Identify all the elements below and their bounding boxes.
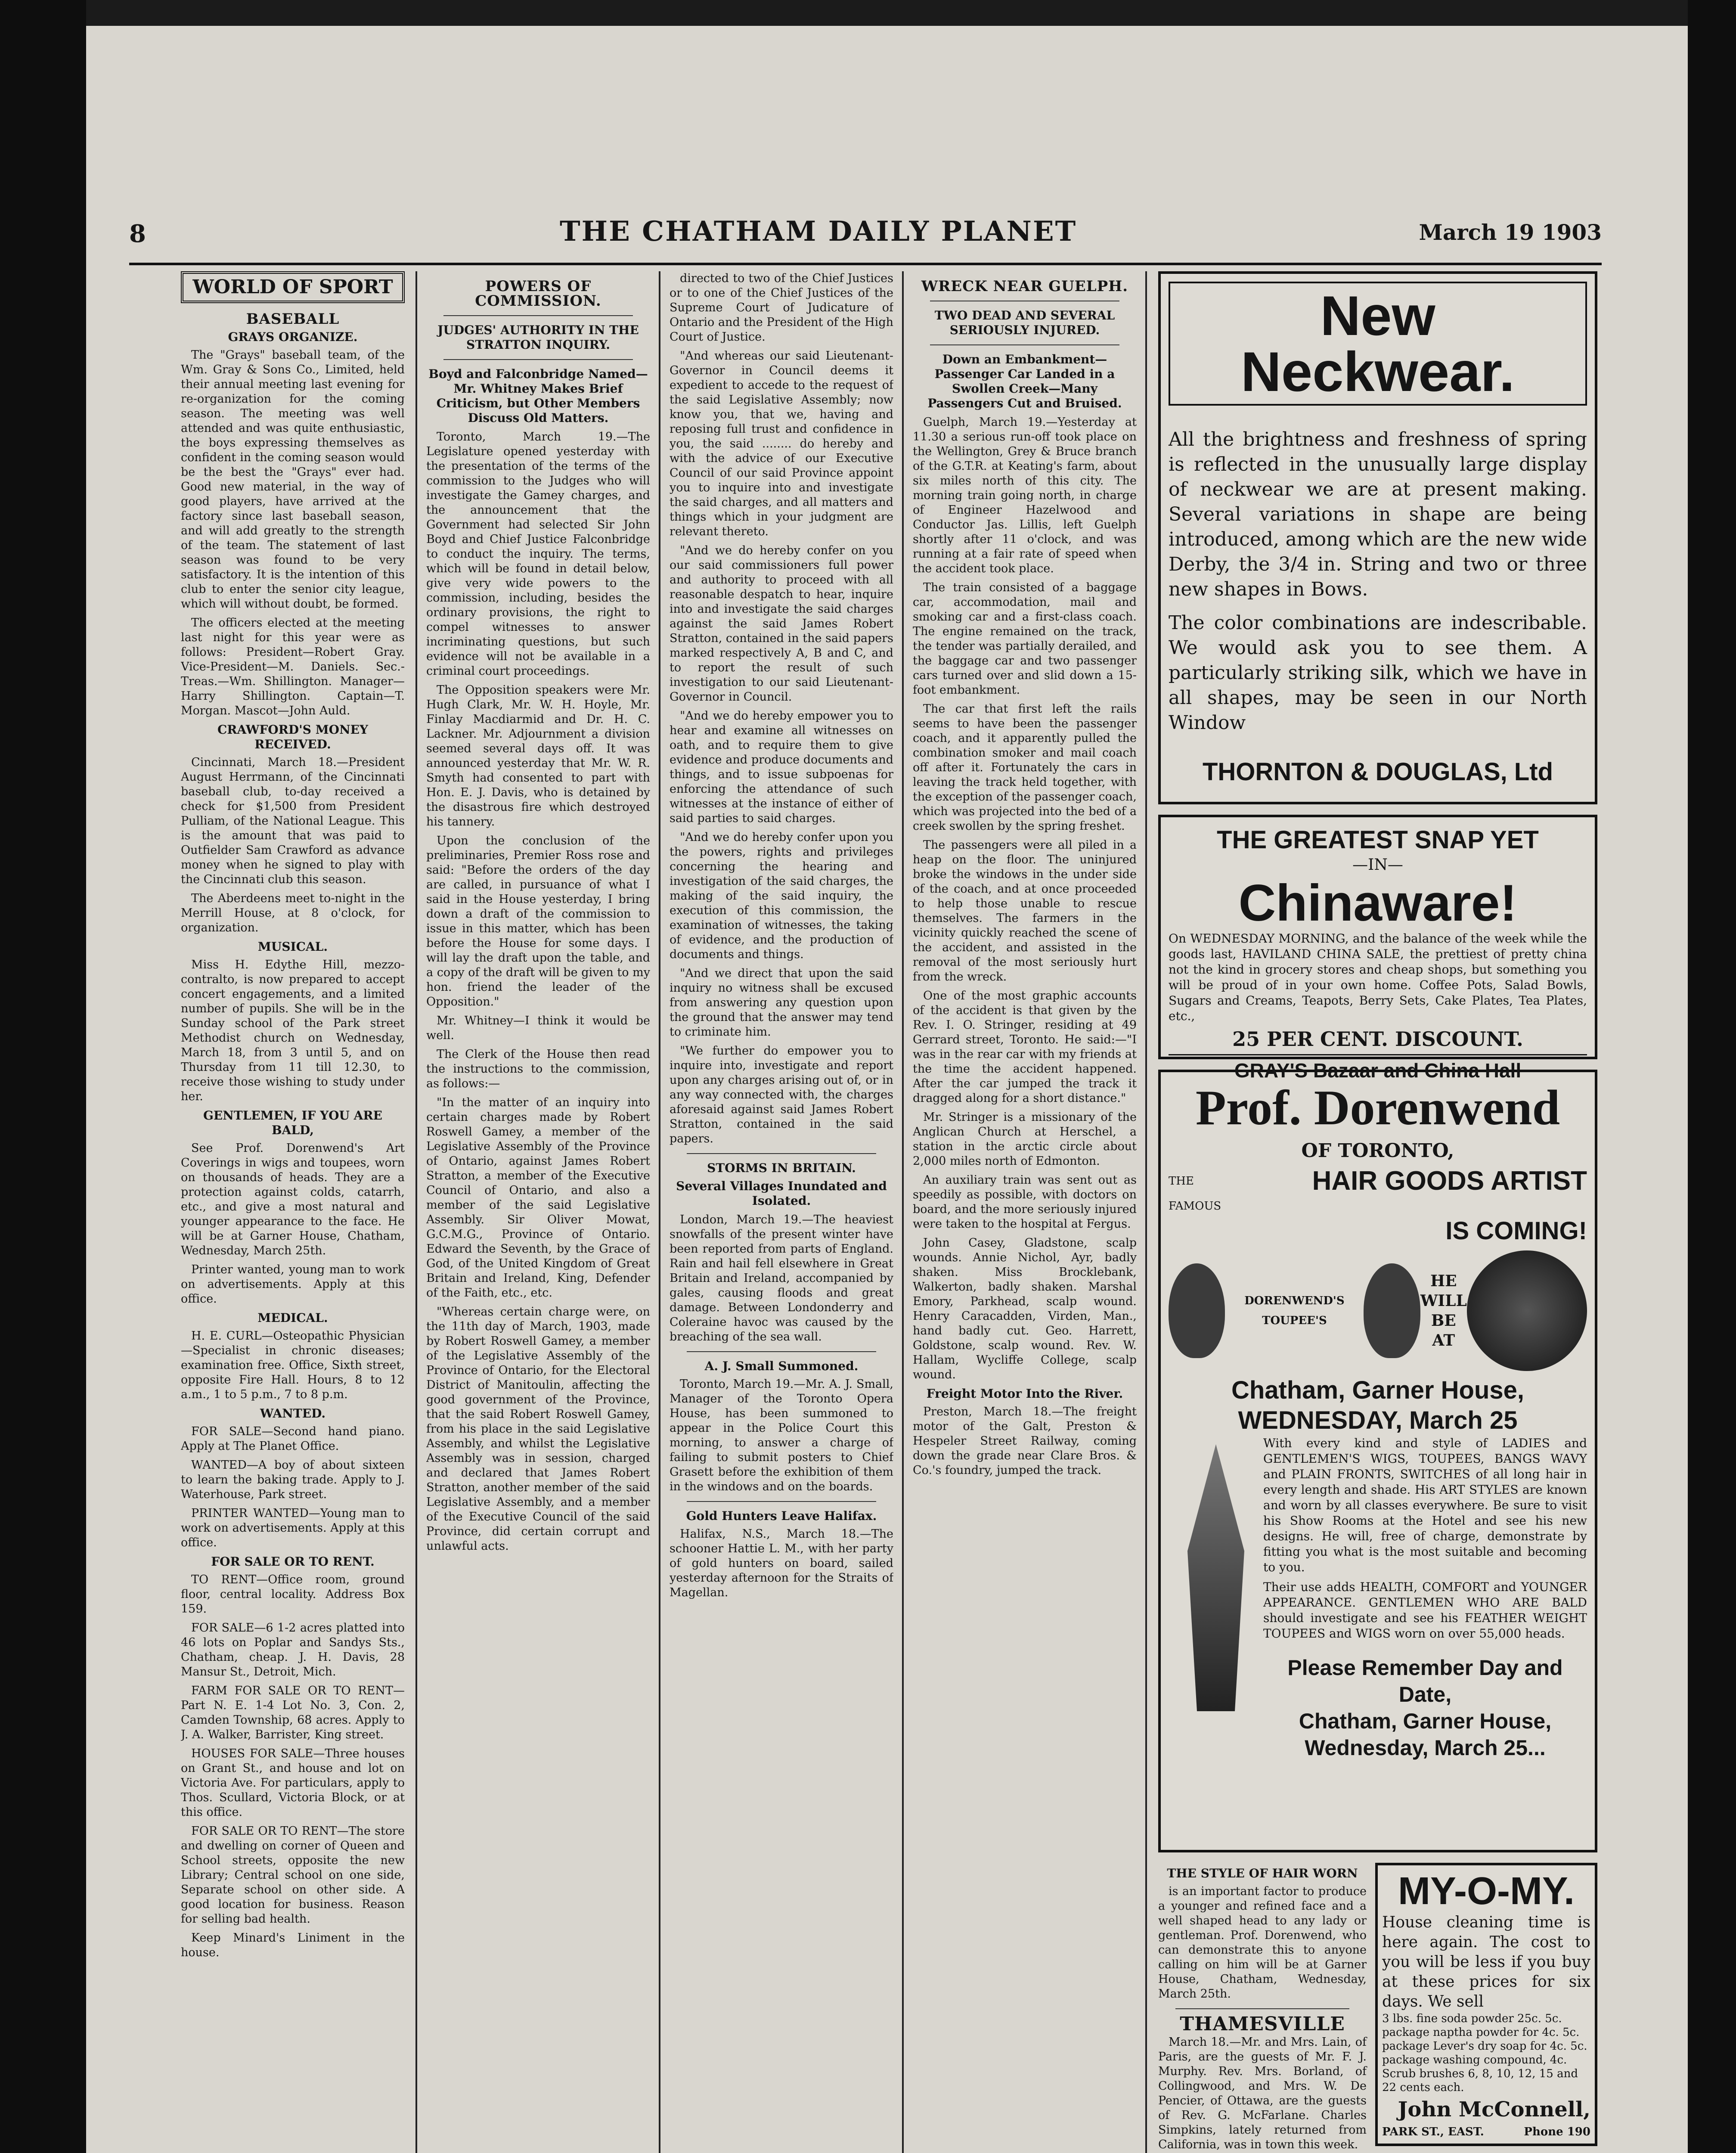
ad-phone: Phone 190 <box>1524 2125 1590 2138</box>
paragraph: The Clerk of the House then read the instructions to the commission, as follows:— <box>426 1048 650 1090</box>
paragraph: Upon the conclusion of the preliminaries, Premier Ross rose and said: "Before the orders of the day are called, in pursuance of what I said in the House yesterday, I bring down a draft of the commission to issue in this matter, which has been before the House for some days. I will lay the draft upon the table, and a copy of the draft will be given to my hon. friend the leader of the Opposition." <box>426 834 650 1008</box>
heading: THE STYLE OF HAIR WORN <box>1167 1866 1358 1880</box>
paragraph: An auxiliary train was sent out as speedily as possible, with doctors on board, and the more seriously injured were taken to the hospital at Fergus. <box>913 1173 1137 1231</box>
paragraph: FARM FOR SALE OR TO RENT—Part N. E. 1-4 Lot No. 3, Con. 2, Camden Township, 68 acres. Apply to J. A. Walker, Barrister, King street. <box>181 1684 405 1741</box>
ad-footer: John McConnell, <box>1398 2097 1590 2122</box>
wig-illustration-icon <box>1467 1250 1587 1371</box>
ad-line: OF TORONTO, <box>1301 1140 1454 1162</box>
column-rule <box>902 271 904 2153</box>
paragraph: See Prof. Dorenwend's Art Coverings in wigs and toupees, worn on thousands of heads. They are a protection against colds, catarrh, etc., and give a most natural and younger appearance to the face. He will be at Garner House, Chatham, Wednesday, March 25th. <box>181 1142 405 1257</box>
header-rule <box>129 263 1602 265</box>
heading: FOR SALE OR TO RENT. <box>211 1554 375 1569</box>
ad-title: Prof. Dorenwend <box>1195 1080 1560 1135</box>
ad-line: Please Remember Day and Date, <box>1287 1656 1563 1706</box>
paragraph: PRINTER WANTED—Young man to work on advertisements. Apply at this office. <box>181 1507 405 1549</box>
masthead: THE CHATHAM DAILY PLANET <box>560 215 1077 248</box>
column-sport <box>181 271 405 2153</box>
heading: GRAYS ORGANIZE. <box>228 330 358 344</box>
scan-border-left <box>0 0 86 2153</box>
divider <box>687 1501 876 1502</box>
ad-body: All the brightness and freshness of spring is reflected in the unusually large display of neckwear we are at present making. Several variations in shape are being introduced, among which are the new wide Derby, the 3/4 in. String and two or three new shapes in Bows. <box>1169 428 1587 600</box>
ad-line: Wednesday, March 25... <box>1305 1736 1546 1760</box>
paragraph: The "Grays" baseball team, of the Wm. Gray & Sons Co., Limited, held their annual meeting last evening for re-organization for the coming season. The meeting was well attended and was quite enthusiastic, the boys expressing themselves as confident in the coming season would be the best the "Grays" ever had. Good new material, in the way of good players, have arrived at the factory since last baseball season, and will add greatly to the strength of the team. The statement of last season was found to be very satisfactory. It is the intention of this club to enter the senior city league, which will without doubt, be formed. <box>181 348 405 611</box>
paragraph: "And we do hereby confer upon you the powers, rights and privileges concerning the hearing and investigation of the said charges, the making of the said inquiry, the execution of this commission, the examination of witnesses, the taking of evidence, and the production of documents and things. <box>670 831 893 961</box>
paragraph: The car that first left the rails seems to have been the passenger coach, and it apparently pulled the combination smoker and mail coach off after it. Fortunately the cars in leaving the track held together, with the exception of the passenger coach, which was projected into the bed of a creek swollen by the spring freshet. <box>913 702 1137 833</box>
paragraph: The officers elected at the meeting last night for this year were as follows: President—Robert Gray. Vice-President—M. Daniels. Sec.-Treas.—Wm. Shillington. Manager—Harry Shillington. Captain—T. Morgan. Mascot—John Auld. <box>181 616 405 717</box>
paragraph: FOR SALE—Second hand piano. Apply at The Planet Office. <box>181 1425 405 1453</box>
paragraph: FOR SALE OR TO RENT—The store and dwelling on corner of Queen and School streets, opposite the new Library; Central school on one side, Separate school on other side. A good location for business. Reason for selling bad health. <box>181 1824 405 1926</box>
paragraph: The Aberdeens meet to-night in the Merrill House, at 8 o'clock, for organization. <box>181 892 405 934</box>
column-commission-cont <box>670 271 893 2153</box>
paragraph: Mr. Whitney—I think it would be well. <box>426 1014 650 1042</box>
paragraph: Toronto, March 19.—Mr. A. J. Small, Manager of the Toronto Opera House, has been summoned to appear in the Police Court this morning, to answer a charge of failing to submit posters to Chief Grasett before the exhibition of them in the windows and on the boards. <box>670 1377 893 1493</box>
page-header <box>129 215 1602 254</box>
man-portrait-icon <box>1364 1263 1420 1358</box>
paragraph: John Casey, Gladstone, scalp wounds. Annie Nichol, Ayr, badly shaken. Miss Brocklebank, Walkerton, badly shaken. Marshal Emory, Parkhead, scalp wound. Henry Caracadden, Virden, Man., hand badly cut. Geo. Harrett, Goldstone, scalp wound. Rev. W. Hallam, Wycliffe College, scalp wound. <box>913 1236 1137 1381</box>
paragraph: "And we direct that upon the said inquiry no witness shall be excused from answering any question upon the ground that the answer may tend to criminate him. <box>670 967 893 1039</box>
column-rule <box>1145 271 1147 2153</box>
paragraph: Halifax, N.S., March 18.—The schooner Hattie L. M., with her party of gold hunters on board, sailed yesterday afternoon for the Straits of Magellan. <box>670 1527 893 1599</box>
heading: WANTED. <box>260 1406 326 1421</box>
scan-border-right <box>1688 0 1736 2153</box>
deck: TWO DEAD AND SEVERAL SERIOUSLY INJURED. <box>934 308 1115 337</box>
deck: Several Villages Inundated and Isolated. <box>676 1179 887 1208</box>
ad-title: New Neckwear. <box>1169 282 1587 406</box>
ads-column <box>1158 271 1597 2153</box>
ad-line: WEDNESDAY, March 25 <box>1238 1406 1518 1434</box>
headline: Freight Motor Into the River. <box>926 1387 1123 1401</box>
ad-chinaware <box>1158 815 1597 1082</box>
man-portrait-icon <box>1169 1263 1225 1358</box>
issue-date: March 19 1903 <box>1419 220 1602 245</box>
heading: MEDICAL. <box>257 1311 328 1325</box>
paragraph: WANTED—A boy of about sixteen to learn the baking trade. Apply to J. Waterhouse, Park street. <box>181 1458 405 1501</box>
paragraph: The train consisted of a baggage car, accommodation, mail and smoking car and a first-class coach. The engine remained on the track, the tender was partially derailed, and the baggage car and two passenger cars turned over and slid down a 15-foot embankment. <box>913 581 1137 697</box>
ad-discount: 25 PER CENT. DISCOUNT. <box>1232 1027 1523 1051</box>
paragraph: Keep Minard's Liniment in the house. <box>181 1931 405 1959</box>
portrait-row <box>1169 1246 1587 1375</box>
ad-dorenwend <box>1158 1070 1597 1852</box>
paragraph: March 18.—Mr. and Mrs. Lain, of Paris, are the guests of Mr. F. J. Murphy. Rev. Mrs. Borland, of Collingwood, and Mrs. W. De Pencier, of Ottawa, are the guests of Rev. G. McFarlane. Charles Simpkins, lately returned from California, was in town this week. <box>1158 2035 1367 2151</box>
column-wreck <box>913 271 1137 2153</box>
ad-body: On WEDNESDAY MORNING, and the balance of the week while the goods last, HAVILAND CHINA SALE, the prettiest of pretty china not the kind in grocery stores and cheap shops, but something you will be proud of in your own home. Coffee Pots, Salad Bowls, Sugars and Creams, Teapots, Berry Sets, Cake Plates, Tea Plates, etc., <box>1169 931 1587 1023</box>
ad-title: Chinaware! <box>1238 874 1517 932</box>
paragraph: Printer wanted, young man to work on advertisements. Apply at this office. <box>181 1263 405 1306</box>
hair-switch-icon <box>1169 1444 1263 1711</box>
divider <box>687 1351 876 1352</box>
divider <box>930 344 1119 345</box>
paragraph: HOUSES FOR SALE—Three houses on Grant St., and house and lot on Victoria Ave. For particulars, apply to Thos. Scullard, Victoria Block, or at this office. <box>181 1747 405 1819</box>
paragraph: "Whereas certain charge were, on the 11th day of March, 1903, made by Robert Roswell Gamey, a member of the Legislative Assembly of the Province of Ontario, for the Electoral District of Manitoulin, affecting the good government of the Province, that the said Robert Roswell Gamey, from his place in the said Legislative Assembly, and whilst the Legislative Assembly was in session, charged and declared that James Robert Stratton, another member of the said Legislative Assembly, and a member of the Executive Council of the said Province, did certain corrupt and unlawful acts. <box>426 1305 650 1553</box>
ad-line: —IN— <box>1352 856 1403 874</box>
ad-line: Chatham, Garner House, <box>1299 1709 1552 1733</box>
heading: THAMESVILLE <box>1180 2013 1345 2035</box>
ad-footer: GRAY'S Bazaar and China Hall <box>1169 1054 1587 1086</box>
ad-body: With every kind and style of LADIES and GENTLEMEN'S WIGS, TOUPEES, BANGS WAVY and PLAIN FRONTS, SWITCHES of all long hair in every length and shade. His ART STYLES are known and worn by all classes everywhere. Be sure to visit his Show Rooms at the Hotel and see his new designs. He will, free of charge, demonstrate by fitting you what is the most suitable and becoming to you. <box>1263 1436 1587 1574</box>
paragraph: directed to two of the Chief Justices or to one of the Chief Justices of the Supreme Court of Judicature of Ontario and the President of the High Court of Justice. <box>670 272 893 344</box>
ad-body: The color combinations are indescribable. We would ask you to see them. A particularly striking silk, which we have in all shapes, may be seen in our North Window <box>1169 612 1587 734</box>
paragraph: Preston, March 18.—The freight motor of the Galt, Preston & Hespeler Street Railway, coming down the grade near Clare Bros. & Co.'s foundry, jumped the track. <box>913 1405 1137 1477</box>
ad-line: IS COMING! <box>1445 1217 1587 1245</box>
heading: GENTLEMEN, IF YOU ARE BALD, <box>203 1108 382 1137</box>
ad-title: MY-O-MY. <box>1398 1870 1575 1913</box>
heading: BASEBALL <box>246 310 340 328</box>
ad-body: Their use adds HEALTH, COMFORT and YOUNGER APPEARANCE. GENTLEMEN WHO ARE BALD should investigate and see his FEATHER WEIGHT TOUPEES and WIGS worn on over 55,000 heads. <box>1263 1580 1587 1641</box>
headline: WRECK NEAR GUELPH. <box>921 278 1128 295</box>
ad-line: HAIR GOODS ARTIST <box>1312 1166 1587 1196</box>
paragraph: "And we do hereby empower you to hear and examine all witnesses on oath, and to require them to give evidence and produce documents and things, and to issue subpoenas for enforcing the attendance of such witnesses at the instance of either of said parties to said charges. <box>670 709 893 825</box>
deck: JUDGES' AUTHORITY IN THE STRATTON INQUIRY. <box>437 323 639 352</box>
ad-line: THE GREATEST SNAP YET <box>1217 826 1539 854</box>
ad-line: FAMOUS <box>1169 1200 1221 1213</box>
ad-line: HE WILL BE AT <box>1420 1272 1467 1350</box>
paragraph: is an important factor to produce a younger and refined face and a well shaped head to any lady or gentleman. Prof. Dorenwend, who can demonstrate this to anyone calling on him will be at Garner House, Chatham, Wednesday, March 25th. <box>1158 1885 1367 2001</box>
section-title: WORLD OF SPORT <box>181 271 405 303</box>
paragraph: "We further do empower you to inquire into, investigate and report upon any charges arising out of, or in any way connected with, the charges aforesaid against said James Robert Stratton, contained in the said papers. <box>670 1044 893 1145</box>
ad-line: DORENWEND'S TOUPEE'S <box>1244 1294 1345 1327</box>
headline: STORMS IN BRITAIN. <box>707 1161 856 1175</box>
paragraph: H. E. CURL—Osteopathic Physician—Specialist in chronic diseases; examination free. Office, Sixth street, opposite Fire Hall. Hours, 8 to 12 a.m., 1 to 5 p.m., 7 to 8 p.m. <box>181 1329 405 1401</box>
ad-body: House cleaning time is here again. The cost to you will be less if you buy at these prices for six days. We sell <box>1382 1914 1590 2010</box>
divider <box>443 359 633 360</box>
ad-list: 3 lbs. fine soda powder 25c. 5c. package naptha powder for 4c. 5c. package Lever's dry soap for 4c. 5c. package washing compound, 4c. Scrub brushes 6, 8, 10, 12, 15 and 22 cents each. <box>1382 2012 1587 2094</box>
ad-line: Chatham, Garner House, <box>1231 1376 1525 1404</box>
paragraph: Guelph, March 19.—Yesterday at 11.30 a serious run-off took place on the Wellington, Grey & Bruce branch of the G.T.R. at Keating's farm, about six miles north of this city. The morning train going north, in charge of Engineer Hazelwood and Conductor Jas. Lillis, left Guelph shortly after 11 o'clock, and was running at a fair rate of speed when the accident took place. <box>913 416 1137 575</box>
paragraph: FOR SALE—6 1-2 acres platted into 46 lots on Poplar and Sandys Sts., Chatham, cheap. J. H. Davis, 28 Mansur St., Detroit, Mich. <box>181 1621 405 1678</box>
ad-line: THE <box>1169 1175 1194 1188</box>
headline: Gold Hunters Leave Halifax. <box>686 1509 877 1523</box>
paragraph: "In the matter of an inquiry into certain charges made by Robert Roswell Gamey, a member of the Legislative Assembly of the Province of Ontario, against James Robert Stratton, a member of the Executive Council of Ontario, and also a member of the said Legislative Assembly. Sir Oliver Mowat, G.C.M.G., Province of Ontario. Edward the Seventh, by the Grace of God, of the United Kingdom of Great Britain and Ireland, King, Defender of the Faith, etc., etc. <box>426 1096 650 1300</box>
paragraph: "And we do hereby confer on you our said commissioners full power and authority to proceed with all reasonable despatch to hear, inquire into and investigate the said charges against the said James Robert Stratton, contained in the said papers marked respectively A, B and C, and to report the result of such investigation to our said Lieutenant-Governor in Council. <box>670 544 893 704</box>
divider <box>687 1153 876 1154</box>
ad-footer: THORNTON & DOUGLAS, Ltd <box>1202 758 1553 786</box>
column-rule <box>415 271 417 2153</box>
column-rule <box>659 271 660 2153</box>
ad-neckwear <box>1158 271 1597 804</box>
paragraph: "And whereas our said Lieutenant-Governor in Council deems it expedient to accede to the request of the said Legislative Assembly; now know you, that we, having and reposing full trust and confidence in you, the said ........ do hereby and with the advice of our Executive Council of our said Province appoint you to inquire into and investigate the said charges, and all matters and things which in your judgment are relevant thereto. <box>670 349 893 538</box>
paragraph: Toronto, March 19.—The Legislature opened yesterday with the presentation of the terms of the commission to the Judges who will investigate the Gamey charges, and the announcement that the Government had selected Sir John Boyd and Chief Justice Falconbridge to conduct the inquiry. The terms, which will be found in detail below, give very wide powers to the commission, including, besides the ordinary provisions, the right to compel witnesses to answer incriminating questions, but such evidence will not be available in a criminal court proceedings. <box>426 430 650 678</box>
paragraph: Cincinnati, March 18.—President August Herrmann, of the Cincinnati baseball club, to-day received a check for $1,500 from President Pulliam, of the National League. This is the amount that was paid to Outfielder Sam Crawford as advance money when he signed to play with the Cincinnati club this season. <box>181 756 405 886</box>
ad-street: PARK ST., EAST. <box>1382 2125 1484 2138</box>
headline: A. J. Small Summoned. <box>704 1359 859 1373</box>
headline: POWERS OF COMMISSION. <box>475 278 601 310</box>
paragraph: The passengers were all piled in a heap on the floor. The uninjured broke the windows in the under side of the coach, and at once proceeded to help those unable to rescue themselves. The farmers in the vicinity quickly reached the scene of the accident, and assisted in the removal of the most seriously hurt from the wreck. <box>913 838 1137 983</box>
heading: MUSICAL. <box>257 940 328 954</box>
paragraph: Mr. Stringer is a missionary of the Anglican Church at Herschel, a station in the arctic circle about 2,000 miles north of Edmonton. <box>913 1111 1137 1168</box>
subdeck: Boyd and Falconbridge Named—Mr. Whitney Makes Brief Criticism, but Other Members Discuss Old Matters. <box>428 367 648 425</box>
heading: CRAWFORD'S MONEY RECEIVED. <box>217 723 368 751</box>
divider <box>443 315 633 316</box>
divider <box>1175 2008 1349 2009</box>
paragraph: London, March 19.—The heaviest snowfalls of the present winter have been reported from parts of England. Rain and hail fell elsewhere in Great Britain and Ireland, accompanied by gales, causing floods and great damage. Between Londonderry and Coleraine havoc was caused by the breaching of the sea wall. <box>670 1213 893 1343</box>
subdeck: Down an Embankment—Passenger Car Landed in a Swollen Creek—Many Passengers Cut and Bruised. <box>927 352 1122 410</box>
paragraph: Miss H. Edythe Hill, mezzo-contralto, is now prepared to accept concert engagements, and a limited number of pupils. She will be in the Sunday school of the Park street Methodist church on Wednesday, March 18, from 3 until 5, and on Thursday from 11 till 12.30, to receive those wishing to study under her. <box>181 958 405 1103</box>
paragraph: TO RENT—Office room, ground floor, central locality. Address Box 159. <box>181 1573 405 1616</box>
paragraph: One of the most graphic accounts of the accident is that given by the Rev. I. O. Stringer, residing at 49 Gerrard street, Toronto. He said:—"I was in the rear car with my friends at the time the accident happened. After the car jumped the track it dragged along for a short distance." <box>913 989 1137 1105</box>
ad-my-o-my <box>1375 1863 1597 2146</box>
paragraph: The Opposition speakers were Mr. Hugh Clark, Mr. W. H. Hoyle, Mr. Finlay Macdiarmid and Dr. H. C. Lackner. Mr. Adjournment a division seemed several days off. It was announced yesterday that Mr. W. R. Smyth had consented to part with Hon. E. J. Davis, who is detained by the disastrous fire which destroyed his tannery. <box>426 683 650 828</box>
page-number: 8 <box>129 220 146 248</box>
column-commission <box>426 271 650 2153</box>
